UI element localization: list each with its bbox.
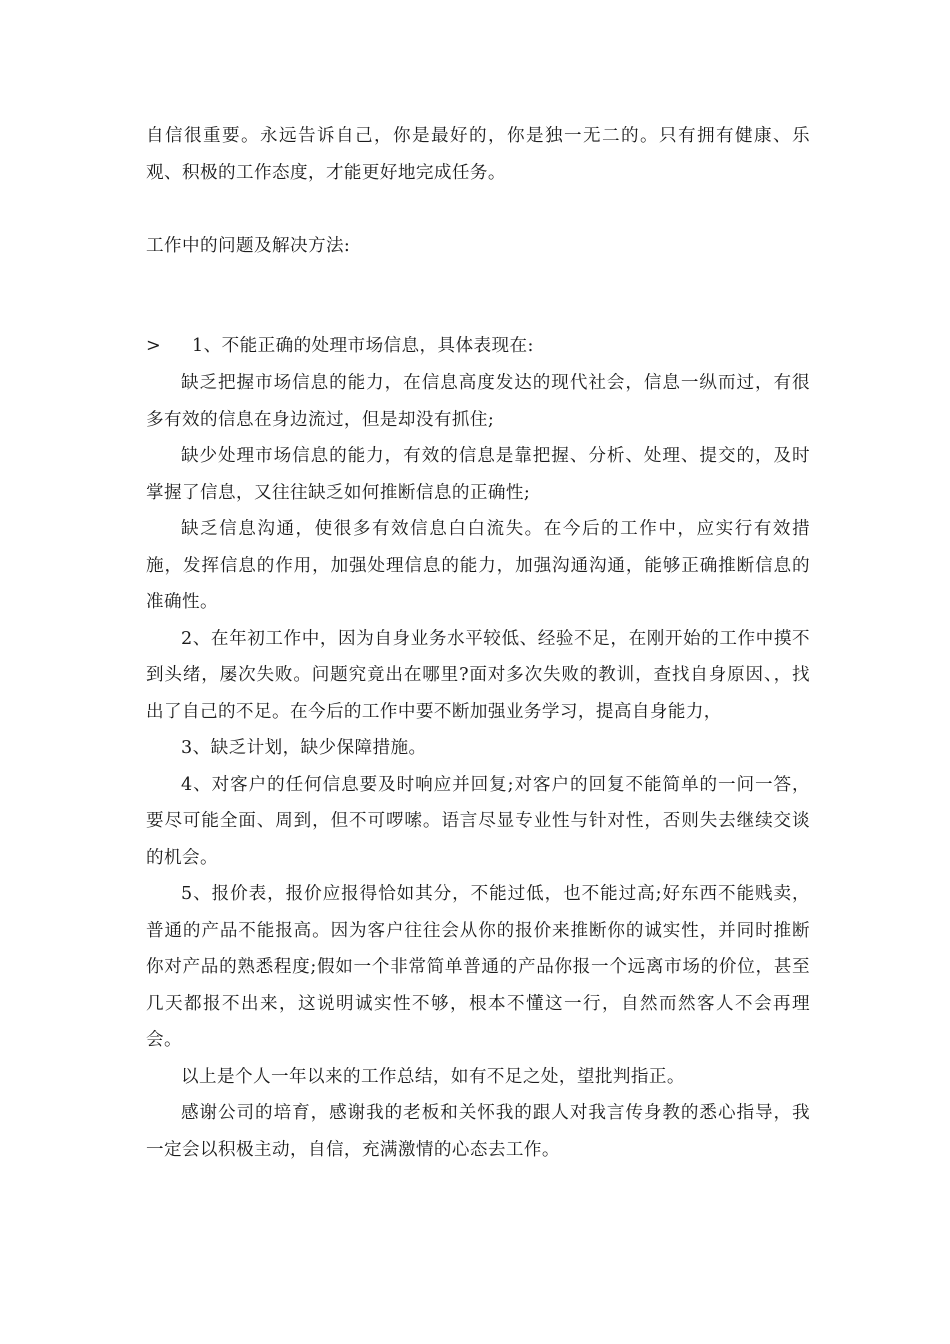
bullet-chevron-icon: > xyxy=(146,336,162,356)
paragraph: 感谢公司的培育，感谢我的老板和关怀我的跟人对我言传身教的悉心指导，我一定会以积极主动，自信，充满激情的心态去工作。 xyxy=(146,1103,810,1160)
paragraph: 缺乏把握市场信息的能力，在信息高度发达的现代社会，信息一纵而过，有很多有效的信息在身边流过，但是却没有抓住; xyxy=(146,373,810,430)
list-item-text: 1、不能正确的处理市场信息，具体表现在: xyxy=(192,336,534,356)
section-heading: 工作中的问题及解决方法: xyxy=(146,236,351,256)
paragraph: 4、对客户的任何信息要及时响应并回复;对客户的回复不能简单的一问一答，要尽可能全面、周到，但不可啰嗦。语言尽显专业性与针对性，否则失去继续交谈的机会。 xyxy=(146,774,810,868)
paragraph: 3、缺乏计划，缺少保障措施。 xyxy=(181,738,427,758)
paragraph: 5、报价表，报价应报得恰如其分，不能过低，也不能过高;好东西不能贱卖，普通的产品不能报高。因为客户往往会从你的报价来推断你的诚实性，并同时推断你对产品的熟悉程度;假如一个非常简单普通的产品你报一个远离市场的价位，甚至几天都报不出来，这说明诚实性不够，根本不懂这一行，自然而然客人不会再理会。 xyxy=(146,884,810,1050)
paragraph: 2、在年初工作中，因为自身业务水平较低、经验不足，在刚开始的工作中摸不到头绪，屡次失败。问题究竟出在哪里?面对多次失败的教训，查找自身原因、，找出了自己的不足。在今后的工作中要不断加强业务学习，提高自身能力， xyxy=(146,628,810,722)
list-item xyxy=(146,328,810,365)
body-text xyxy=(146,365,810,1168)
paragraph: 缺少处理市场信息的能力，有效的信息是靠把握、分析、处理、提交的，及时掌握了信息，又往往缺乏如何推断信息的正确性; xyxy=(146,446,810,503)
paragraph: 缺乏信息沟通，使很多有效信息白白流失。在今后的工作中，应实行有效措施，发挥信息的作用，加强处理信息的能力，加强沟通沟通，能够正确推断信息的准确性。 xyxy=(146,519,810,612)
intro-paragraph: 自信很重要。永远告诉自己，你是最好的，你是独一无二的。只有拥有健康、乐观、积极的工作态度，才能更好地完成任务。 xyxy=(146,126,810,183)
paragraph: 以上是个人一年以来的工作总结，如有不足之处，望批判指正。 xyxy=(181,1066,685,1087)
